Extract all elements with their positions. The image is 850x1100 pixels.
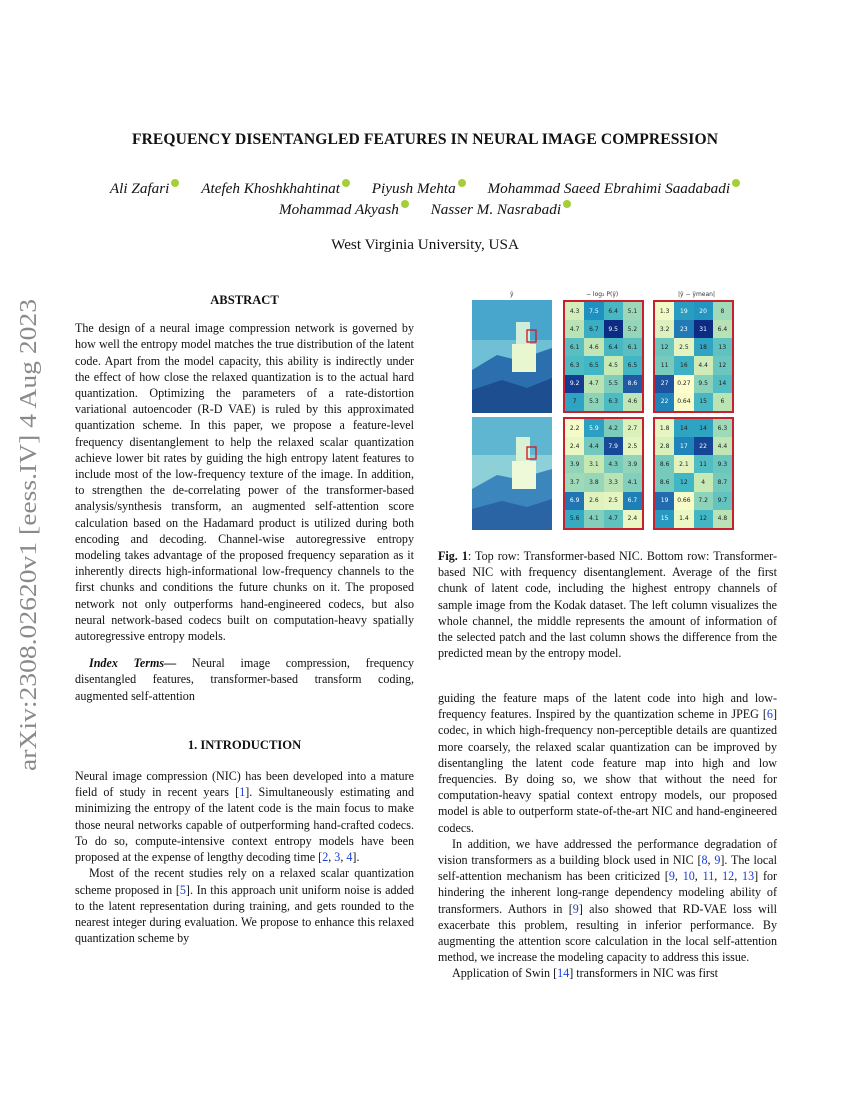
heatmap-cell: 15 [694, 393, 713, 411]
heatmap-cell: 14 [713, 375, 732, 393]
heatmap-cell: 6.5 [584, 356, 603, 374]
heatmap-cell: 6.4 [604, 302, 623, 320]
heatmap-cell: 5.6 [565, 510, 584, 528]
heatmap-cell: 2.8 [655, 437, 674, 455]
heatmap-cell: 6.7 [623, 492, 642, 510]
author: Nasser M. Nasrabadi [431, 201, 571, 218]
index-terms [75, 655, 414, 704]
heatmap-cell: 12 [713, 356, 732, 374]
heatmap-cell: 6.1 [623, 338, 642, 356]
figure-caption: Fig. 1: Top row: Transformer-based NIC. Bottom row: Transformer-based NIC with frequency disentanglement. Average of the first chunk of latent code, including the highest entropy channels of sample image from the Kodak dataset. The left column visualizes the whole channel, the middle represents the amount of information of the selected patch and the last column shows the difference from the predicted mean by the entropy model. [438, 549, 777, 661]
heatmap-cell: 16 [674, 356, 693, 374]
heatmap-cell: 9.5 [604, 320, 623, 338]
heatmap-cell: 9.7 [713, 492, 732, 510]
heatmap-cell: 3.7 [565, 473, 584, 491]
heatmap-cell: 8.6 [623, 375, 642, 393]
orcid-icon[interactable] [342, 179, 350, 187]
heatmap-cell: 6.3 [565, 356, 584, 374]
paper-title: FREQUENCY DISENTANGLED FEATURES IN NEURAL IMAGE COMPRESSION [131, 131, 719, 148]
heatmap-cell: 4.7 [565, 320, 584, 338]
heatmap-cell: 19 [655, 492, 674, 510]
citation-link[interactable]: 12 [722, 869, 735, 884]
orcid-icon[interactable] [563, 200, 571, 208]
heatmap-cell: 2.5 [674, 338, 693, 356]
intro-paragraph: Most of the recent studies rely on a relaxed scalar quantization scheme proposed in [5]. In this approach unit uniform noise is added to the latent representation during training, and gets rounded to the nearest integer during evaluation. We propose to enhance this relaxed quantization scheme by [75, 866, 414, 946]
heatmap-cell: 1.3 [655, 302, 674, 320]
heatmap-cell: 6 [713, 393, 732, 411]
heatmap-cell: 6.1 [565, 338, 584, 356]
heatmap-cell: 5.9 [584, 419, 603, 437]
information-grid-bottom [563, 417, 644, 530]
heatmap-cell: 22 [655, 393, 674, 411]
heatmap-cell: 2.6 [584, 492, 603, 510]
citation-link[interactable]: 8 [701, 853, 708, 868]
heatmap-cell: 11 [655, 356, 674, 374]
index-terms-label: Index Terms— [89, 656, 177, 671]
citation-link[interactable]: 11 [702, 869, 715, 884]
heatmap-cell: 6.9 [565, 492, 584, 510]
heatmap-cell: 2.2 [565, 419, 584, 437]
latent-channel-image [472, 300, 552, 413]
heatmap-cell: 3.9 [623, 455, 642, 473]
heatmap-cell: 4.3 [604, 455, 623, 473]
heatmap-cell: 17 [674, 437, 693, 455]
heatmap-cell: 4.5 [604, 356, 623, 374]
heatmap-cell: 18 [694, 338, 713, 356]
heatmap-cell: 1.4 [674, 510, 693, 528]
affiliation: West Virginia University, USA [331, 236, 519, 253]
abstract-heading: ABSTRACT [210, 293, 279, 307]
index-terms-text: Neural image compression, frequency disentangled features, transformer-based transform coding, augmented self-attention [75, 656, 414, 703]
heatmap-cell: 3.9 [565, 455, 584, 473]
heatmap-cell: 7.2 [694, 492, 713, 510]
citation-link[interactable]: 5 [179, 882, 186, 897]
heatmap-cell: 4.1 [584, 510, 603, 528]
heatmap-cell: 2.1 [674, 455, 693, 473]
difference-grid-bottom [653, 417, 734, 530]
citation-link[interactable]: 1 [239, 785, 246, 800]
information-grid-top [563, 300, 644, 413]
abstract-text: The design of a neural image compression network is governed by how well the entropy model matches the true distribution of the latent code. Apart from the model capacity, this ability is indirectly under the effect of how close the relaxed quantization is to the actual hard quantization. Optimizing the parameters of a rate-distortion variational autoencoder (R-D VAE) is ruled by this approximated quantization scheme. In this paper, we propose a feature-level frequency disentanglement to help the relaxed scalar quantization achieve lower bit rates by guiding the high entropy latent features to include most of the low-frequency texture of the image. In addition, to strengthen the de-correlating power of the transformer-based analysis/synthesis transform, an augmented self-attention score calculation based on the Hadamard product is utilized during both encoding and decoding. Channel-wise autoregressive entropy modeling takes advantage of the proposed frequency separation as it inherently directs high-informational low-frequency channels to the first chunks and conditions the future chunks on it. The proposed network not only outperforms hand-engineered codecs, but also neural network-based codecs built on computation-heavy spatially autoregressive entropy models. [75, 321, 414, 644]
citation-link[interactable]: 9 [714, 853, 721, 868]
orcid-icon[interactable] [401, 200, 409, 208]
intro-heading: 1. INTRODUCTION [187, 737, 302, 752]
arxiv-stamp [2, 295, 48, 775]
intro-paragraph: Application of Swin [14] transformers in NIC was first [452, 966, 719, 981]
heatmap-cell: 4.8 [713, 510, 732, 528]
author-list [60, 178, 790, 220]
heatmap-cell: 6.5 [623, 356, 642, 374]
intro-paragraph: In addition, we have addressed the performance degradation of vision transformers as a building block used in NIC [8, 9]. The local self-attention mechanism has been criticized [9, 10, 11, 12, 13] for hindering the inherent long-range dependency modeling ability of transformers. Authors in [9] also showed that RD-VAE loss will exacerbate this problem, resulting in inferior performance. By augmenting the attention score calculation in the local self-attention method, we increase the modeling capacity to address this issue. [438, 836, 778, 965]
heatmap-cell: 4.6 [584, 338, 603, 356]
heatmap-cell: 22 [694, 437, 713, 455]
citation-link[interactable]: 4 [346, 850, 353, 865]
heatmap-cell: 9.5 [694, 375, 713, 393]
orcid-icon[interactable] [171, 179, 179, 187]
heatmap-cell: 4.2 [604, 419, 623, 437]
heatmap-cell: 4.7 [604, 510, 623, 528]
heatmap-cell: 23 [674, 320, 693, 338]
intro-paragraph: Neural image compression (NIC) has been developed into a mature field of study in recent years [1]. Simultaneously estimating and minimizing the entropy of the latent code is the main focus to make those neural networks capable of outperforming hand-crafted codecs. To do so, compute-intensive context entropy models have been proposed at the expense of lengthy decoding time [2, 3, 4]. [75, 769, 415, 865]
orcid-icon[interactable] [458, 179, 466, 187]
citation-link[interactable]: 3 [334, 850, 341, 865]
heatmap-cell: 6.3 [604, 393, 623, 411]
intro-paragraph: guiding the feature maps of the latent code into high and low-frequency features. Inspired by the quantization scheme in JPEG [6] codec, in which high-frequency non-perceptible details are quantized more coarsely, the relaxed scalar quantization can be improved by disentangling the latent code feature map into high and low frequencies. By doing so, we show that without the need for computation-heavy spatial context entropy models, our proposed model is able to outperform state-of-the-art NIC and hand-engineered codecs. [438, 691, 777, 835]
col-label: − log₂ P(ŷ) [586, 291, 619, 298]
heatmap-cell: 5.1 [623, 302, 642, 320]
heatmap-cell: 0.64 [674, 393, 693, 411]
heatmap-cell: 6.4 [604, 338, 623, 356]
heatmap-cell: 2.5 [623, 437, 642, 455]
latent-channel-image [472, 417, 552, 530]
heatmap-cell: 7 [565, 393, 584, 411]
citation-link[interactable]: 13 [742, 869, 755, 884]
heatmap-cell: 8.6 [655, 455, 674, 473]
heatmap-cell: 9.2 [565, 375, 584, 393]
heatmap-cell: 4.4 [584, 437, 603, 455]
heatmap-cell: 8 [713, 302, 732, 320]
citation-link[interactable]: 9 [668, 869, 675, 884]
heatmap-cell: 4.3 [565, 302, 584, 320]
heatmap-cell: 9.3 [713, 455, 732, 473]
heatmap-cell: 0.66 [674, 492, 693, 510]
left-column [75, 292, 414, 946]
heatmap-cell: 8.6 [655, 473, 674, 491]
col-label: |ŷ − ŷmean| [678, 291, 716, 298]
heatmap-cell: 14 [694, 419, 713, 437]
figure-1 [472, 291, 746, 531]
heatmap-cell: 12 [655, 338, 674, 356]
author: Piyush Mehta [372, 180, 466, 197]
heatmap-cell: 5.5 [604, 375, 623, 393]
citation-link[interactable]: 6 [766, 707, 773, 722]
heatmap-cell: 15 [655, 510, 674, 528]
heatmap-cell: 4.7 [584, 375, 603, 393]
citation-link[interactable]: 10 [682, 869, 695, 884]
right-column [438, 690, 777, 982]
heatmap-cell: 4.4 [694, 356, 713, 374]
heatmap-cell: 14 [674, 419, 693, 437]
figure-label: Fig. 1 [438, 549, 468, 563]
citation-link[interactable]: 9 [572, 901, 579, 916]
heatmap-cell: 4.6 [623, 393, 642, 411]
heatmap-cell: 4.1 [623, 473, 642, 491]
heatmap-cell: 11 [694, 455, 713, 473]
heatmap-cell: 2.4 [623, 510, 642, 528]
arxiv-id: arXiv:2308.02620v1 [eess.IV] 4 Aug 2023 [15, 351, 42, 771]
heatmap-cell: 5.3 [584, 393, 603, 411]
citation-link[interactable]: 2 [322, 850, 329, 865]
heatmap-cell: 12 [694, 510, 713, 528]
author: Ali Zafari [110, 180, 180, 197]
heatmap-cell: 6.3 [713, 419, 732, 437]
heatmap-cell: 0.27 [674, 375, 693, 393]
heatmap-cell: 7.5 [584, 302, 603, 320]
heatmap-cell: 2.5 [604, 492, 623, 510]
heatmap-cell: 31 [694, 320, 713, 338]
heatmap-cell: 5.2 [623, 320, 642, 338]
heatmap-cell: 8.7 [713, 473, 732, 491]
heatmap-cell: 13 [713, 338, 732, 356]
heatmap-cell: 4 [694, 473, 713, 491]
author: Mohammad Saeed Ebrahimi Saadabadi [488, 180, 741, 197]
author: Mohammad Akyash [279, 201, 409, 218]
heatmap-cell: 3.3 [604, 473, 623, 491]
heatmap-cell: 4.4 [713, 437, 732, 455]
heatmap-cell: 3.8 [584, 473, 603, 491]
heatmap-cell: 6.7 [584, 320, 603, 338]
heatmap-cell: 27 [655, 375, 674, 393]
author: Atefeh Khoshkhahtinat [201, 180, 350, 197]
col-label: ŷ [510, 291, 514, 298]
heatmap-cell: 1.8 [655, 419, 674, 437]
heatmap-cell: 3.2 [655, 320, 674, 338]
difference-grid-top [653, 300, 734, 413]
citation-link[interactable]: 14 [557, 966, 570, 981]
heatmap-cell: 19 [674, 302, 693, 320]
heatmap-cell: 7.9 [604, 437, 623, 455]
heatmap-cell: 2.4 [565, 437, 584, 455]
orcid-icon[interactable] [732, 179, 740, 187]
heatmap-cell: 3.1 [584, 455, 603, 473]
heatmap-cell: 20 [694, 302, 713, 320]
heatmap-cell: 12 [674, 473, 693, 491]
heatmap-cell: 6.4 [713, 320, 732, 338]
heatmap-cell: 2.7 [623, 419, 642, 437]
